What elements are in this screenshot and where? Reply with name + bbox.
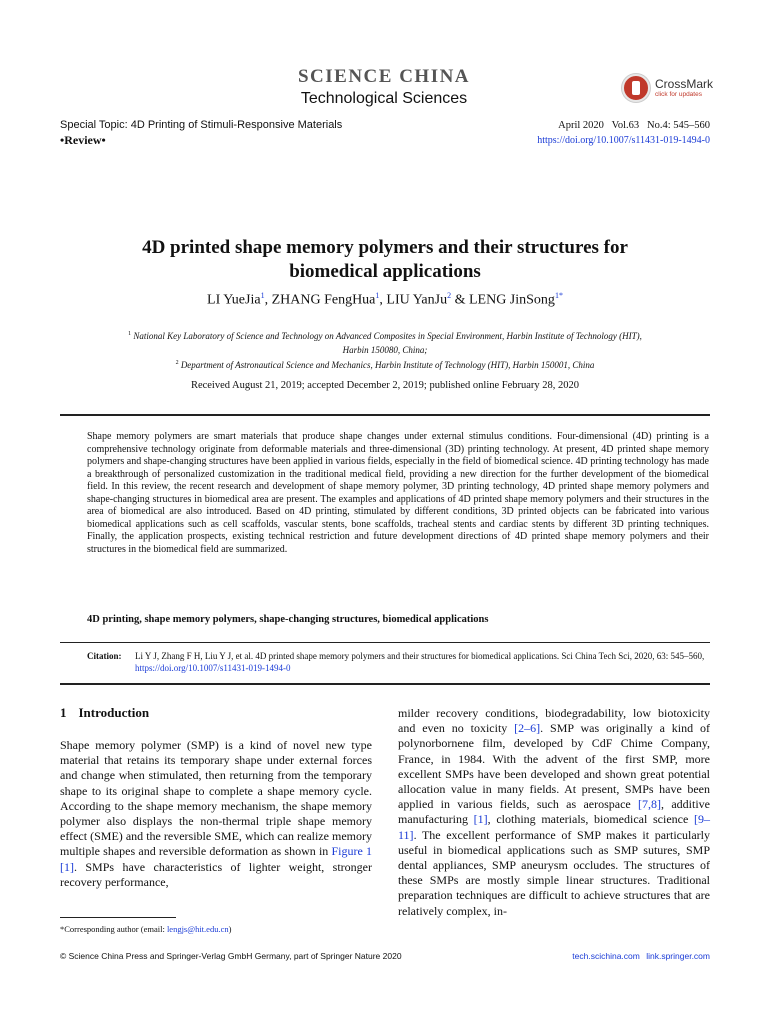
received-dates: Received August 21, 2019; accepted December 2, 2019; published online February 28, 2020: [190, 380, 580, 391]
paragraph-text: Shape memory polymer (SMP) is a kind of novel new type material that retains its temporary shape under external forces and change when stimulated, then returning from the temporary shape to its original shape to complete a shape memory cycle. According to the shape memory mechanism, the shape memory polymer also displays the non-thermal triple shape memory effect (SME) and the reversible SME, which can realize memory multiple shapes and reversible deformation as shown in: [60, 738, 372, 859]
body-column-left: [60, 738, 372, 890]
reference-link[interactable]: [1]: [473, 812, 488, 827]
corresponding-author-note: [60, 924, 231, 934]
crossmark-title: CrossMark: [655, 76, 714, 91]
author-separator: &: [451, 292, 469, 308]
section-heading: [60, 705, 149, 721]
author-affil-sup: 1*: [554, 291, 563, 300]
divider: [60, 414, 710, 416]
divider: [60, 683, 710, 685]
email-link[interactable]: lengjs@hit.edu.cn: [166, 924, 229, 934]
reference-link[interactable]: [7,8]: [638, 797, 662, 812]
citation-label: Citation:: [87, 651, 122, 661]
author-list: [60, 291, 710, 309]
journal-name: SCIENCE CHINA: [297, 66, 471, 87]
citation-doi-link[interactable]: https://doi.org/10.1007/s11431-019-1494-0: [135, 663, 291, 673]
journal-subtitle: Technological Sciences: [300, 90, 468, 107]
author-name: LI YueJia: [207, 292, 261, 308]
reference-link[interactable]: [2–6]: [514, 721, 541, 736]
footer-link-springer[interactable]: link.springer.com: [646, 951, 710, 961]
author-affil-sup: 1: [375, 291, 380, 300]
affiliations: [60, 328, 710, 373]
header-doi-link[interactable]: https://doi.org/10.1007/s11431-019-1494-0: [537, 135, 710, 146]
body-column-right: [398, 706, 710, 919]
author-affil-sup: 1: [260, 291, 265, 300]
figure-1-link[interactable]: Figure 1: [331, 844, 372, 859]
author-affil-sup: 2: [447, 291, 452, 300]
author-separator: ,: [264, 292, 272, 308]
paragraph-text: milder recovery conditions, biodegradability, low biotoxicity and even no toxicity: [398, 706, 710, 736]
abstract: Shape memory polymers are smart materials that produce shape changes under external stimulus conditions. Four-dimensional (4D) printing is a comprehensive technology originate from deformable materials and three-dimensional (3D) printing technology. At present, 4D printed shape memory polymers and shape-changing structures have been applied in various fields, especially in the field of biomedical science. 4D printing technology has made a breakthrough of personalized customization in the traditional medical field, providing a new direction for the further development of the biomedical field. In this review, the recent research and development of shape memory polymer, 3D printing technology, 4D printed shape memory polymers and shape-changing structures in biomedical area are present. The examples and applications of 4D printed shape memory polymers and their structures in the area of biomedical are also introduced. Based on 4D printing, stimulated by different conditions, 3D printed objects can be fabricated into various biomedical applications such as cell scaffolds, vascular stents, bone scaffolds, tracheal stents and cardiac stents by different 3D printing techniques. Finally, the application prospects, existing technical restriction and future development directions of 4D printed shape memory polymers and their structures in the biomedical field are summarized.: [87, 431, 709, 555]
paragraph-text: , additive manufacturing: [398, 797, 711, 827]
paragraph-text: . SMPs have characteristics of lighter weight, stronger recovery performance,: [60, 859, 372, 889]
reference-link[interactable]: [9–11]: [398, 812, 710, 842]
reference-link[interactable]: [1]: [60, 859, 74, 874]
footnote-text: *Corresponding author (email:: [60, 924, 167, 934]
author-name: LENG JinSong: [468, 292, 555, 308]
keywords: 4D printing, shape memory polymers, shape-changing structures, biomedical applications: [87, 614, 489, 625]
article-type: •Review•: [60, 133, 106, 147]
footer-link-scichina[interactable]: tech.scichina.com: [572, 951, 640, 961]
issue-info: April 2020 Vol.63 No.4: 545–560: [558, 120, 710, 131]
footnote-divider: [60, 917, 176, 918]
title-line-2: biomedical applications: [289, 261, 481, 282]
affiliation-2: Department of Astronautical Science and Mechanics, Harbin Institute of Technology (HIT), Harbin 150001, China: [180, 360, 595, 370]
author-name: LIU YanJu: [386, 292, 448, 308]
affiliation-sup: 1: [128, 331, 132, 337]
crossmark-tagline: click for updates: [655, 90, 702, 98]
affiliation-sup: 2: [175, 360, 179, 366]
affiliation-1-line-1: National Key Laboratory of Science and Technology on Advanced Composites in Special Environment, Harbin Institute of Technology (HIT),: [133, 331, 642, 341]
citation-block: [87, 650, 709, 674]
title-line-1: 4D printed shape memory polymers and their structures for: [142, 237, 628, 258]
paragraph-text: , clothing materials, biomedical science: [487, 812, 694, 827]
special-topic: Special Topic: 4D Printing of Stimuli-Responsive Materials: [60, 119, 343, 131]
author-name: ZHANG FengHua: [271, 292, 376, 308]
crossmark-badge[interactable]: [622, 74, 713, 102]
crossmark-icon: [622, 74, 650, 102]
paragraph-text: . SMP was originally a kind of polynorbornene film, developed by CdF Chime Company, France, in 1984. With the advent of the first SMP, more excellent SMPs have been developed and shown great potential allocation value in many fields. At present, SMPs have been applied in various fields, such as aerospace: [398, 721, 710, 812]
paragraph-text: . The excellent performance of SMP makes it particularly useful in biomedical applications such as SMP sutures, SMP dental appliances, SMP aneurysm occludes. The structures of these SMPs are mostly simple linear structures. Traditional preparation techniques are difficult to achieve structures that are relatively complex, in-: [398, 827, 710, 918]
copyright: © Science China Press and Springer-Verlag GmbH Germany, part of Springer Nature 2020: [60, 951, 402, 961]
author-separator: ,: [379, 292, 387, 308]
divider: [60, 642, 710, 643]
citation-text: Li Y J, Zhang F H, Liu Y J, et al. 4D printed shape memory polymers and their structures for biomedical applications. Sci China Tech Sci, 2020, 63: 545–560,: [135, 651, 705, 661]
footnote-text: ): [228, 924, 232, 934]
section-number: 1: [60, 705, 67, 720]
section-title: Introduction: [78, 705, 150, 720]
affiliation-1-line-2: Harbin 150080, China;: [342, 344, 428, 355]
article-title: [60, 236, 710, 284]
footer-links: [568, 951, 710, 961]
